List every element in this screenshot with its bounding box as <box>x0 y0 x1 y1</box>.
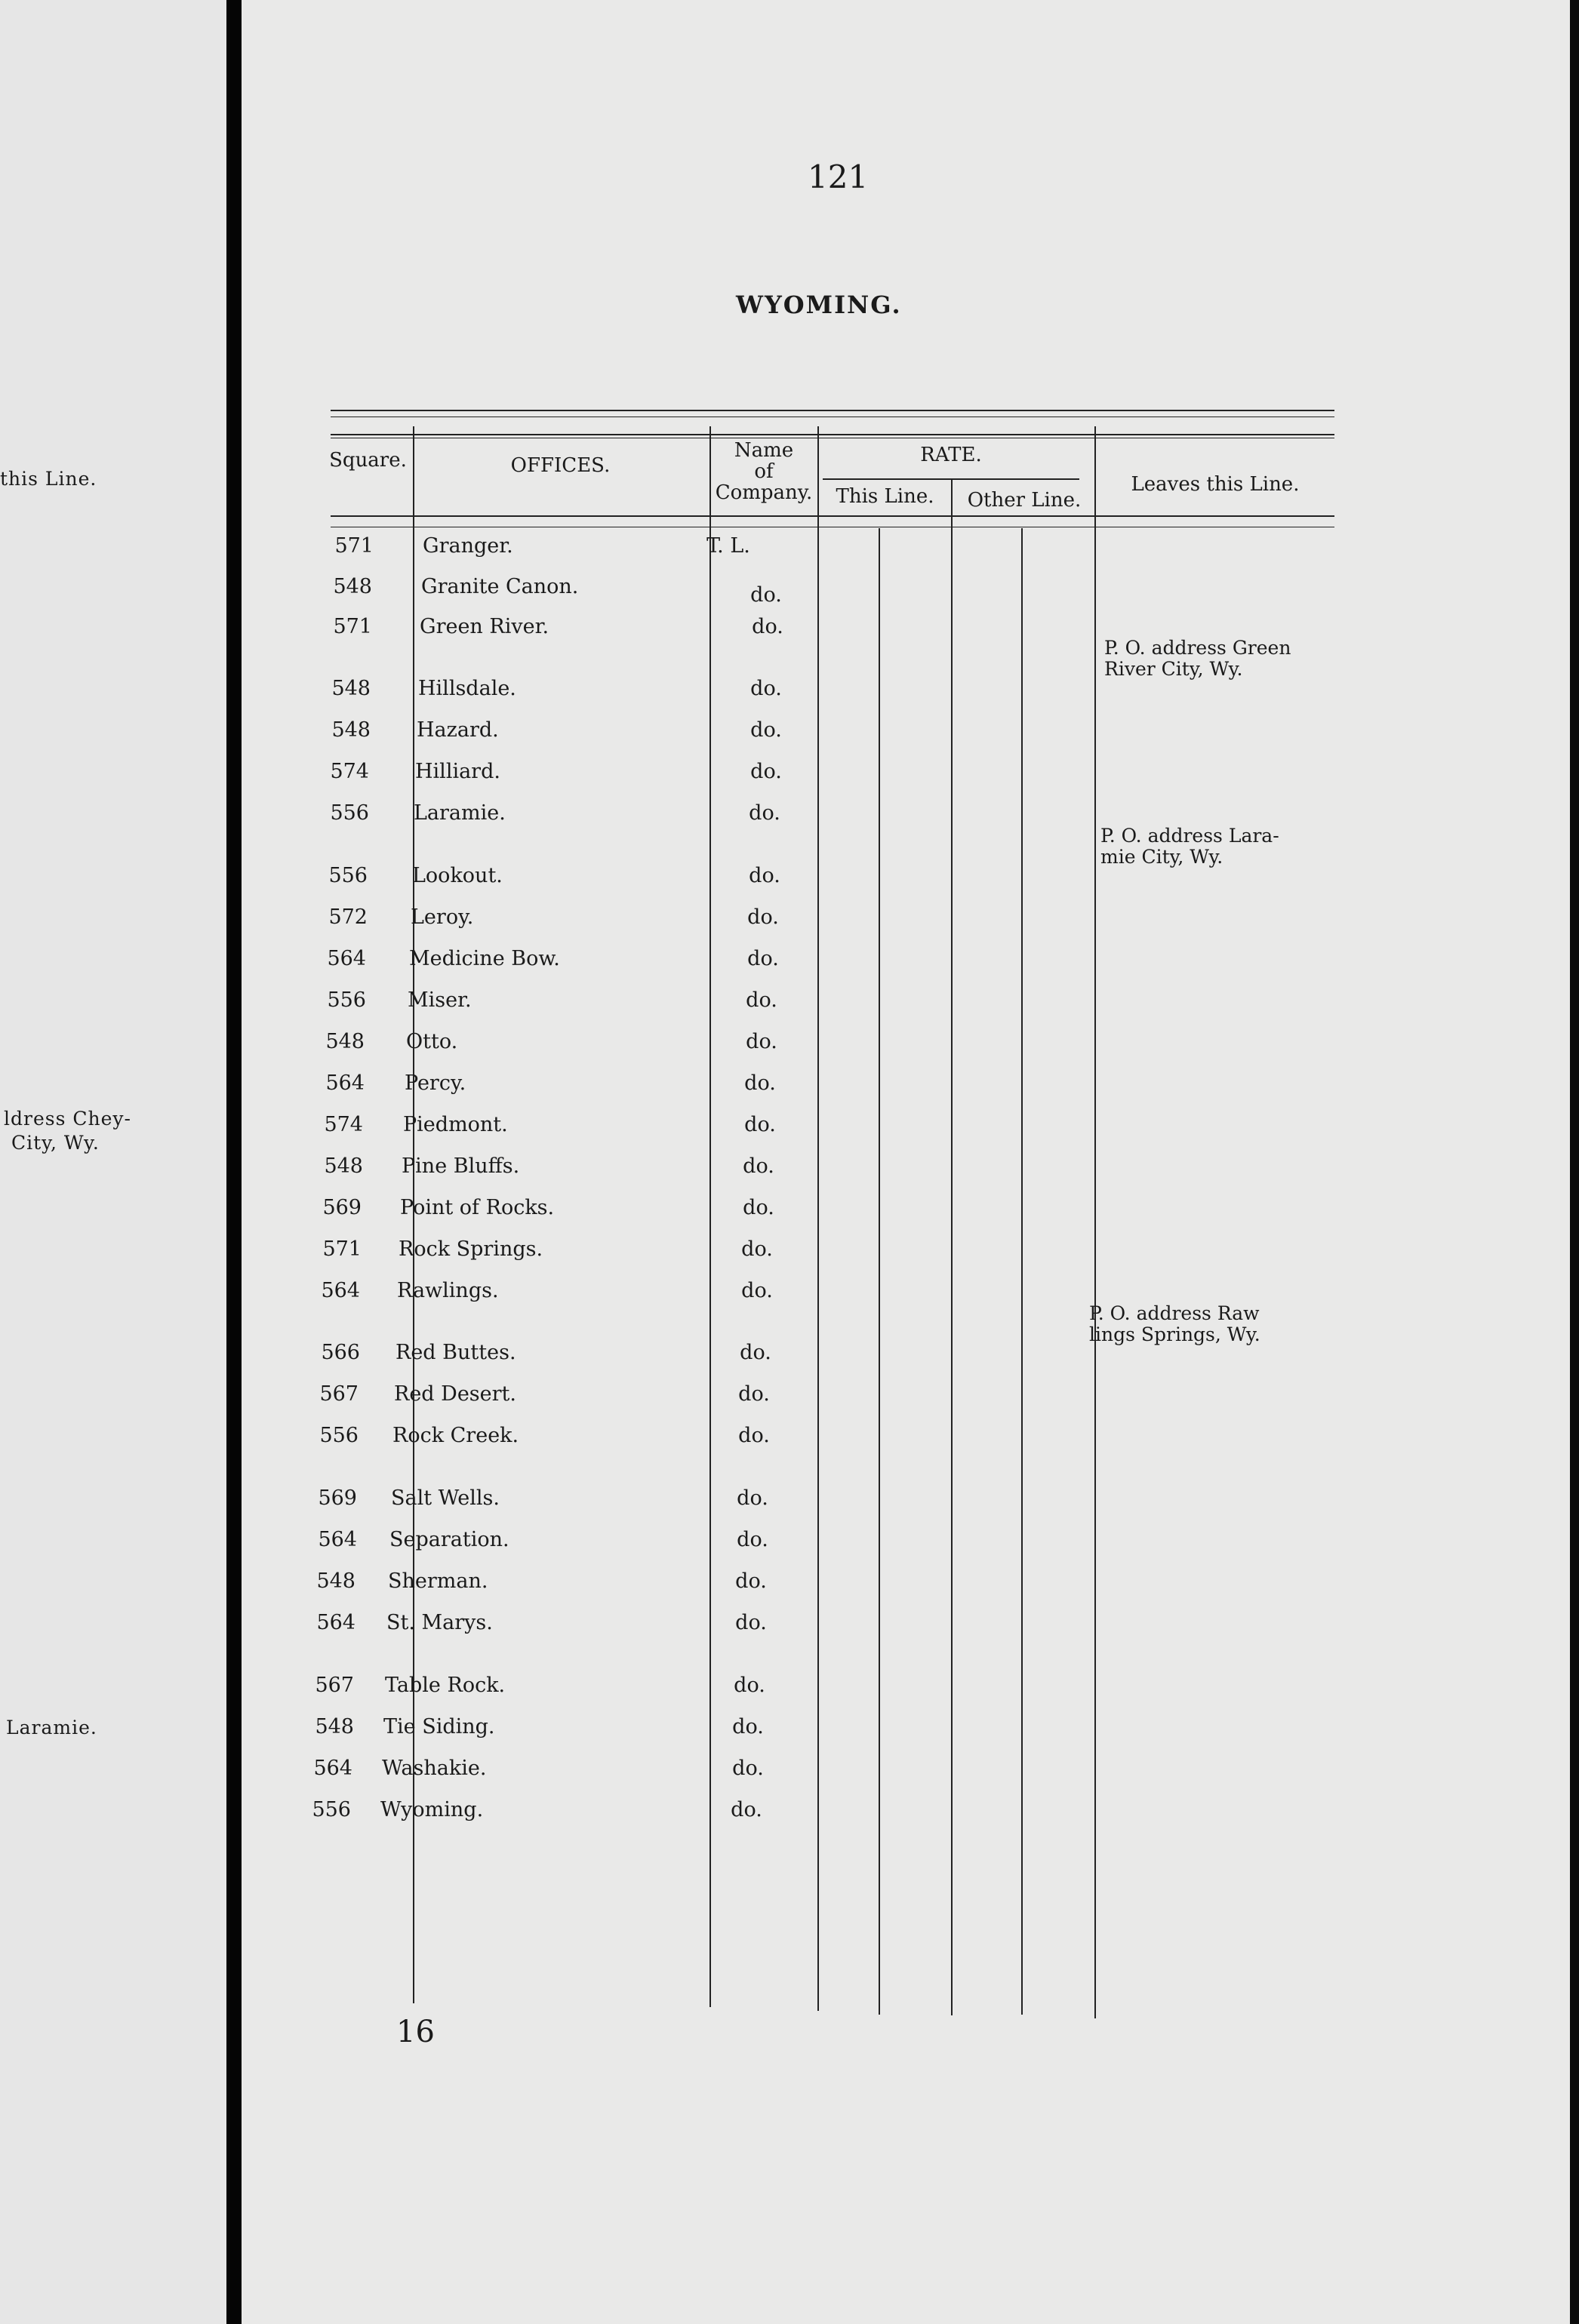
square-number: 564 <box>327 947 366 970</box>
note-laramie <box>1100 825 1279 868</box>
note-line: P. O. address Raw <box>1089 1302 1260 1324</box>
square-number: 548 <box>324 1154 363 1178</box>
left-page-text: ldress Chey- <box>4 1108 131 1130</box>
office-name: Red Desert. <box>394 1382 516 1406</box>
company-name: do. <box>747 905 779 929</box>
company-name: do. <box>747 947 779 970</box>
square-number: 548 <box>331 677 371 700</box>
table-top-rule-2 <box>331 434 1334 435</box>
square-number: 564 <box>313 1757 352 1780</box>
office-name: St. Marys. <box>386 1611 493 1634</box>
square-number: 567 <box>315 1674 354 1697</box>
company-name: do. <box>746 988 777 1012</box>
square-number: 564 <box>321 1279 360 1302</box>
square-number: 556 <box>328 864 368 887</box>
note-line: lings Springs, Wy. <box>1089 1323 1260 1345</box>
column-rule <box>817 426 819 2011</box>
square-number: 571 <box>333 615 372 638</box>
office-name: Washakie. <box>382 1757 487 1780</box>
square-number: 564 <box>316 1611 356 1634</box>
company-name: do. <box>743 1154 774 1178</box>
square-number: 548 <box>333 575 372 598</box>
note-rawlings <box>1089 1303 1260 1345</box>
company-name: do. <box>741 1279 773 1302</box>
square-number: 567 <box>319 1382 359 1406</box>
office-name: Granite Canon. <box>421 575 579 598</box>
square-number: 556 <box>330 801 369 825</box>
office-name: Green River. <box>420 615 549 638</box>
company-name: do. <box>738 1424 770 1447</box>
company-name: do. <box>741 1237 773 1261</box>
company-name: do. <box>750 677 782 700</box>
company-name: do. <box>734 1674 765 1697</box>
office-name: Hillsdale. <box>418 677 516 700</box>
left-page-text: Laramie. <box>6 1717 97 1738</box>
company-name: do. <box>731 1798 762 1821</box>
signature-number: 16 <box>396 2015 435 2049</box>
company-name: do. <box>750 718 782 742</box>
company-name: do. <box>750 583 782 607</box>
company-name: do. <box>752 615 783 638</box>
column-rule <box>1094 426 1096 2018</box>
office-name: Salt Wells. <box>391 1486 500 1510</box>
company-name: do. <box>740 1341 771 1364</box>
book-gutter <box>226 0 242 2324</box>
office-name: Rock Creek. <box>392 1424 519 1447</box>
document-page <box>242 0 1570 2324</box>
square-number: 548 <box>331 718 371 742</box>
company-name: do. <box>744 1071 776 1095</box>
office-name: Piedmont. <box>403 1113 508 1136</box>
office-name: Tie Siding. <box>383 1715 495 1738</box>
previous-page-fragment <box>0 0 226 2324</box>
square-number: 571 <box>322 1237 362 1261</box>
square-number: 556 <box>319 1424 359 1447</box>
header-company <box>711 440 817 503</box>
header-leaves: Leaves this Line. <box>1131 473 1300 496</box>
office-name: Granger. <box>423 534 513 558</box>
company-name: do. <box>735 1611 767 1634</box>
office-name: Pine Bluffs. <box>402 1154 520 1178</box>
company-name: do. <box>744 1113 776 1136</box>
office-name: Laramie. <box>414 801 506 825</box>
square-number: 569 <box>318 1486 357 1510</box>
company-name: do. <box>738 1382 770 1406</box>
company-name: T. L. <box>706 534 750 558</box>
square-number: 564 <box>318 1528 357 1551</box>
column-rule <box>951 480 953 2015</box>
left-page-text: City, Wy. <box>11 1132 100 1154</box>
page-number: 121 <box>808 158 869 195</box>
company-name: do. <box>750 760 782 783</box>
header-company-line: of <box>754 460 774 483</box>
table-top-rule <box>331 410 1334 411</box>
office-name: Otto. <box>406 1030 458 1053</box>
office-name: Lookout. <box>412 864 503 887</box>
header-company-line: Company. <box>715 481 813 504</box>
square-number: 564 <box>325 1071 365 1095</box>
square-number: 548 <box>315 1715 354 1738</box>
company-name: do. <box>732 1757 764 1780</box>
square-number: 548 <box>316 1569 356 1593</box>
company-name: do. <box>732 1715 764 1738</box>
company-name: do. <box>743 1196 774 1219</box>
header-rate: RATE. <box>920 444 982 466</box>
header-bottom-rule <box>331 515 1334 517</box>
office-name: Point of Rocks. <box>400 1196 555 1219</box>
office-name: Separation. <box>389 1528 509 1551</box>
office-name: Sherman. <box>388 1569 488 1593</box>
column-rule <box>879 528 880 2015</box>
left-page-text: this Line. <box>0 468 97 490</box>
header-offices: OFFICES. <box>510 454 611 477</box>
office-name: Medicine Bow. <box>409 947 560 970</box>
header-other-line: Other Line. <box>967 489 1082 512</box>
company-name: do. <box>737 1486 768 1510</box>
office-name: Wyoming. <box>380 1798 484 1821</box>
note-line: mie City, Wy. <box>1100 846 1223 868</box>
header-company-line: Name <box>734 439 794 462</box>
company-name: do. <box>749 801 780 825</box>
header-this-line: This Line. <box>836 485 934 508</box>
note-green-river <box>1104 638 1291 680</box>
square-number: 572 <box>328 905 368 929</box>
office-name: Percy. <box>405 1071 466 1095</box>
square-number: 556 <box>327 988 366 1012</box>
office-name: Hilliard. <box>415 760 500 783</box>
square-number: 556 <box>312 1798 351 1821</box>
square-number: 566 <box>321 1341 360 1364</box>
square-number: 548 <box>325 1030 365 1053</box>
section-title: WYOMING. <box>736 290 902 319</box>
company-name: do. <box>749 864 780 887</box>
note-line: P. O. address Green <box>1104 637 1291 659</box>
office-name: Rock Springs. <box>399 1237 543 1261</box>
office-name: Leroy. <box>411 905 474 929</box>
company-name: do. <box>735 1569 767 1593</box>
company-name: do. <box>746 1030 777 1053</box>
office-name: Miser. <box>408 988 472 1012</box>
office-name: Red Buttes. <box>396 1341 516 1364</box>
header-square: Square. <box>329 449 407 472</box>
office-name: Hazard. <box>417 718 499 742</box>
column-rule <box>1021 528 1023 2015</box>
square-number: 569 <box>322 1196 362 1219</box>
office-name: Rawlings. <box>397 1279 499 1302</box>
square-number: 574 <box>324 1113 363 1136</box>
office-name: Table Rock. <box>385 1674 506 1697</box>
square-number: 574 <box>330 760 369 783</box>
square-number: 571 <box>334 534 374 558</box>
company-name: do. <box>737 1528 768 1551</box>
note-line: River City, Wy. <box>1104 658 1243 680</box>
note-line: P. O. address Lara- <box>1100 825 1279 847</box>
